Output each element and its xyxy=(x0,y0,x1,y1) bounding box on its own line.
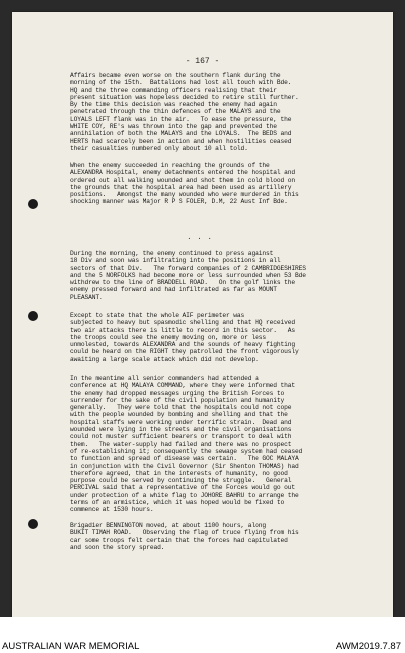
institution-label: AUSTRALIAN WAR MEMORIAL xyxy=(2,641,140,652)
archive-footer xyxy=(0,617,405,653)
page-number: - 167 - xyxy=(185,57,220,66)
paragraph-flag-of-truce: Brigadier BENNINGTON moved, at about 1100 hours, along BUKIT TIMAH ROAD. Observing the flag of truce flying from his car some troops felt certain that the forces had capitulated and soon the story spread. xyxy=(70,522,299,551)
section-separator: ... xyxy=(187,234,218,242)
paragraph-conference: In the meantime all senior commanders had attended a conference at HQ MALAYA COMMAND, where they were informed that the enemy had dropped messages urging the British Forces to surrender for the sake of the civil population and humanity generally. They were told that the hospitals could not cope with the people wounded by bombing and shelling and that the hospital staffs were working under terrific strain. Dead and wounded were lying in the streets and the civil organisations could not muster sufficient bearers or transport to deal with them. The water-supply had failed and there was no prospect of re-establishing it; consequently the sewage system had ceased to function and spread of disease was certain. The GOC MALAYA in conjunction with the Civil Governor (Sir Shenton THOMAS) had therefore agreed, that in the interests of humanity, no good purpose could be served by continuing the struggle. General PERCIVAL said that a representative of the Forces would go out under protection of a white flag to JOHORE BAHRU to arrange the terms of an armistice, which it was hoped would be fixed to commence at 1530 hours. xyxy=(70,375,303,514)
paragraph-southern-flank: Affairs became even worse on the southern flank during the morning of the 15th. Battalions had lost all touch with Bde. HQ and the three commanding officers realising that their present situation was hopeless decided to retire still further. By the time this decision was reached the enemy had again penetrated through the thin defences of the MALAYS and the LOYALS LEFT flank was in the air. To ease the pressure, the WHITE COY, RE's was thrown into the gap and prevented the annihilation of both the MALAYS and the LOYALS. The BEDS and HERTS had scarcely been in action and when hostilities ceased their casualties numbered only about 10 all told. xyxy=(70,72,299,152)
paragraph-18-div: During the morning, the enemy continued to press against 18 Div and soon was infiltrating into the positions in all sectors of that Div. The forward companies of 2 CAMBRIDGESHIRES and the 5 NORFOLKS had become more or less surrounded when 53 Bde withdrew to the line of BRADDELL ROAD. On the golf links the enemy pressed forward and had infiltrated as far as MOUNT PLEASANT. xyxy=(70,250,306,301)
paragraph-alexandra-hospital: When the enemy succeeded in reaching the grounds of the ALEXANDRA Hospital, enemy detachments entered the hospital and ordered out all walking wounded and shot them in cold blood on the grounds that the hospital area had been used as artillery positions. Amongst the many wounded who were murdered in this shocking manner was Major R P S FOLER, D.M, 22 Aust Inf Bde. xyxy=(70,162,299,206)
reference-label: AWM2019.7.87 xyxy=(335,641,401,652)
punch-hole xyxy=(28,519,38,529)
punch-hole xyxy=(28,199,38,209)
punch-hole xyxy=(28,311,38,321)
document-page xyxy=(12,12,393,617)
paragraph-aif-perimeter: Except to state that the whole AIF perimeter was subjected to heavy but spasmodic shelling and that HQ received two air attacks there is little to record in this sector. As the troops could see the enemy moving on, more or less unmolested, towards ALEXANDRA and the sounds of heavy fighting could be heard on the RIGHT they patrolled the front vigorously awaiting a large scale attack which did not develop. xyxy=(70,312,299,363)
